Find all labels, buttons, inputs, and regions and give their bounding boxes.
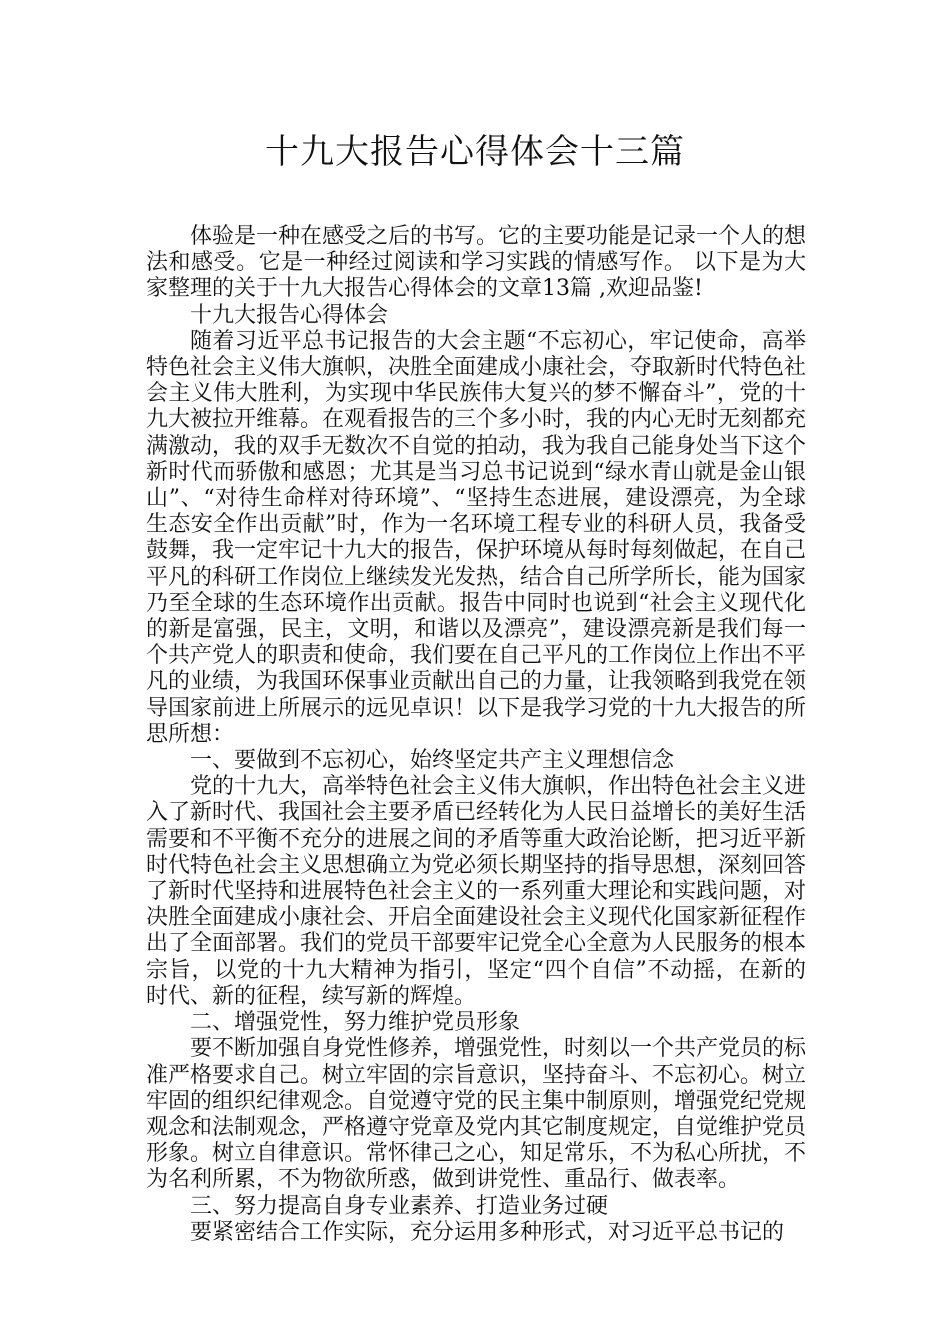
section-heading: 三、努力提高自身专业素养、打造业务过硬 [190,1193,609,1219]
section-heading: 一、要做到不忘初心，始终坚定共产主义理想信念 [190,748,675,774]
document-body [146,224,806,1246]
body-paragraph: 要不断加强自身党性修养，增强党性，时刻以一个共产党员的标准严格要求自己。树立牢固的宗旨意识，坚持奋斗、不忘初心。树立牢固的组织纪律观念。自觉遵守党的民主集中制原则，增强党纪党规观念和法制观念，严格遵守党章及党内其它制度规定，自觉维护党员形象。树立自律意识。常怀律己之心，知足常乐，不为私心所扰，不为名利所累，不为物欲所惑，做到讲党性、重品行、做表率。 [146,1036,807,1193]
body-paragraph: 党的十九大，高举特色社会主义伟大旗帜，作出特色社会主义进入了新时代、我国社会主要矛盾已经转化为人民日益增长的美好生活需要和不平衡不充分的进展之间的矛盾等重大政治论断，把习近平新时代特色社会主义思想确立为党必须长期坚持的指导思想，深刻回答了新时代坚持和进展特色社会主义的一系列重大理论和实践问题，对决胜全面建成小康社会、开启全面建设社会主义现代化国家新征程作出了全面部署。我们的党员干部要牢记党全心全意为人民服务的根本宗旨，以党的十九大精神为指引，坚定“四个自信”不动摇，在新的时代、新的征程，续写新的辉煌。 [146,774,807,1009]
section-heading: 二、增强党性，努力维护党员形象 [190,1010,521,1036]
section-heading: 十九大报告心得体会 [190,302,389,328]
body-paragraph: 随着习近平总书记报告的大会主题“不忘初心，牢记使命，高举特色社会主义伟大旗帜，决胜全面建成小康社会，夺取新时代特色社会主义伟大胜利，为实现中华民族伟大复兴的梦不懈奋斗”，党的十九大被拉开维幕。在观看报告的三个多小时，我的内心无时无刻都充满激动，我的双手无数次不自觉的拍动，我为我自己能身处当下这个新时代而骄傲和感恩；尤其是当习总书记说到“绿水青山就是金山银山”、“对待生命样对待环境”、“坚持生态进展，建设漂亮，为全球生态安全作出贡献”时，作为一名环境工程专业的科研人员，我备受鼓舞，我一定牢记十九大的报告，保护环境从每时每刻做起，在自己平凡的科研工作岗位上继续发光发热，结合自己所学所长，能为国家乃至全球的生态环境作出贡献。报告中同时也说到“社会主义现代化的新是富强，民主，文明，和谐以及漂亮”，建设漂亮新是我们每一个共产党人的职责和使命，我们要在自己平凡的工作岗位上作出不平凡的业绩，为我国环保事业贡献出自己的力量，让我领略到我党在领导国家前进上所展示的远见卓识！以下是我学习党的十九大报告的所思所想： [146,328,807,747]
document-title: 十九大报告心得体会十三篇 [265,132,685,172]
intro-paragraph: 体验是一种在感受之后的书写。它的主要功能是记录一个人的想法和感受。它是一种经过阅读和学习实践的情感写作。 以下是为大家整理的关于十九大报告心得体会的文章13篇 ,欢迎品鉴! [146,224,807,302]
body-paragraph: 要紧密结合工作实际，充分运用多种形式，对习近平总书记的 [190,1219,785,1245]
